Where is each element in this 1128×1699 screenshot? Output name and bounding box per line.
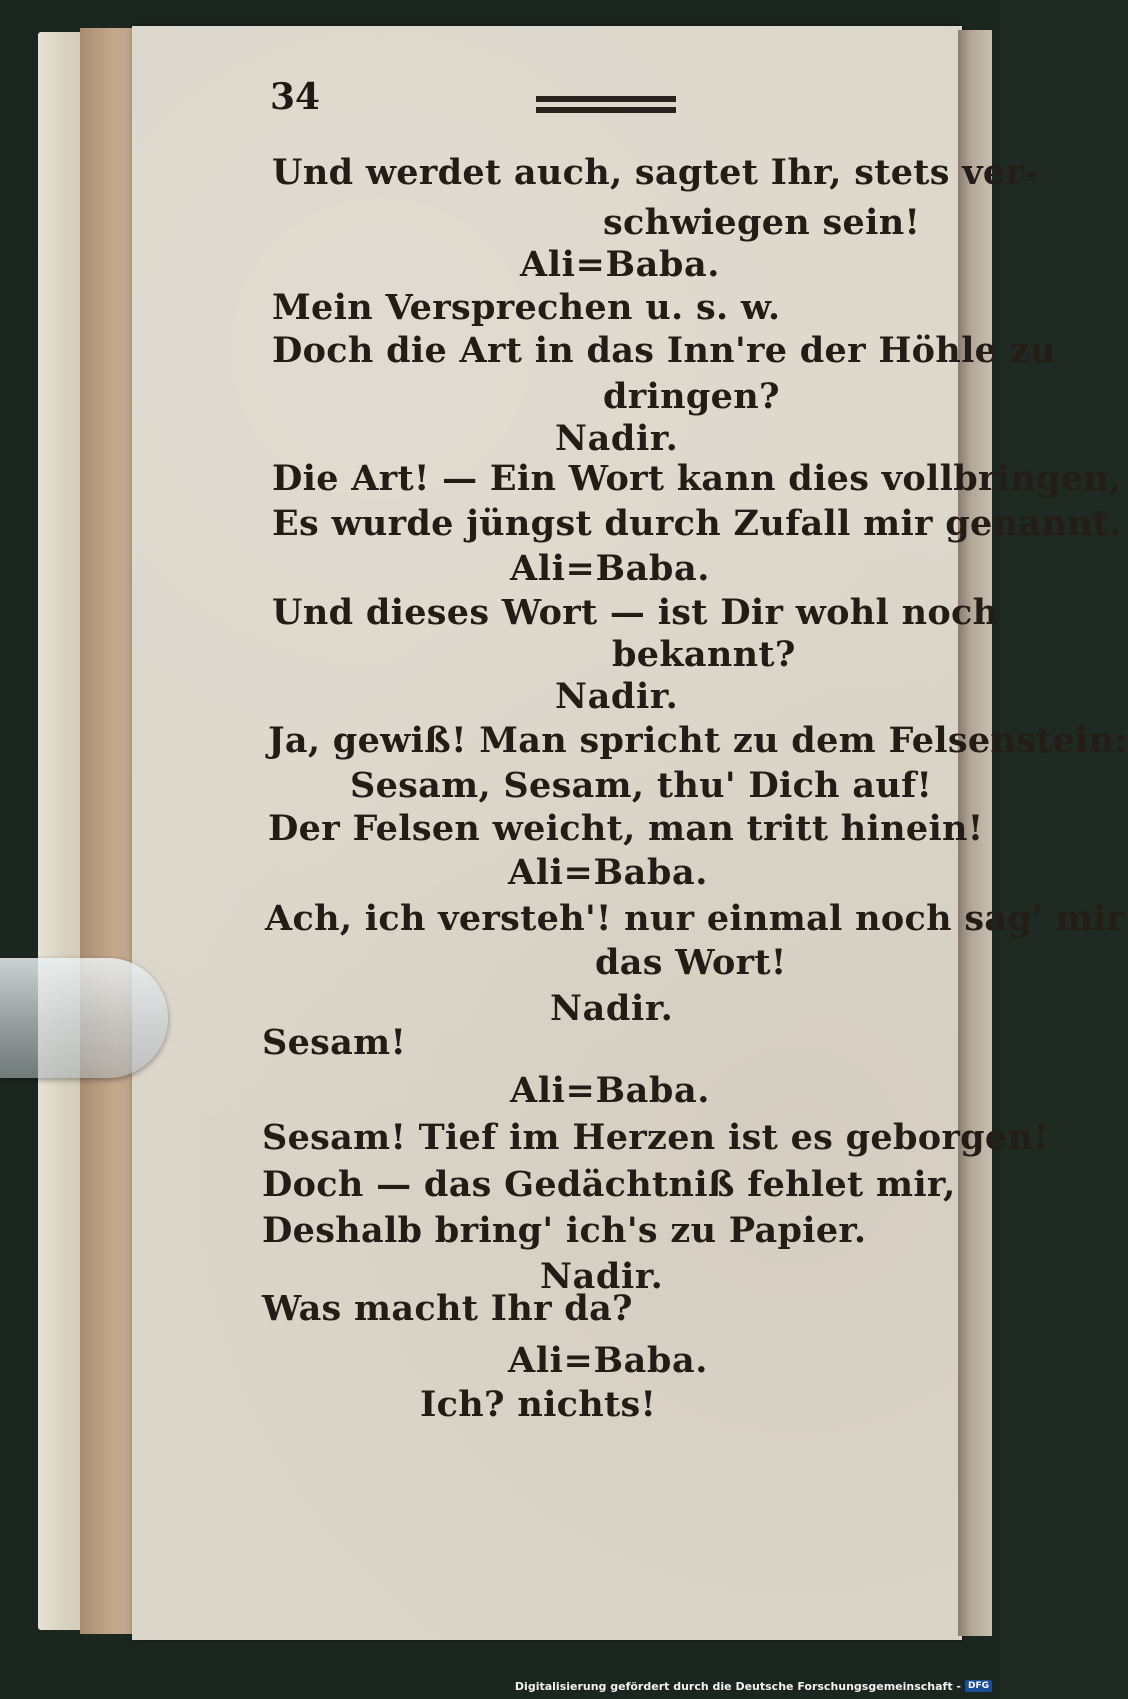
dfg-logo-icon: DFG [965,1680,992,1692]
text-line: das Wort! [595,942,787,983]
text-line: Was macht Ihr da? [262,1288,633,1329]
text-line: Deshalb bring' ich's zu Papier. [262,1210,867,1251]
text-line: Und dieses Wort — ist Dir wohl noch [272,592,999,633]
book-gutter [80,28,140,1634]
speaker-name: Nadir. [555,676,679,717]
speaker-name: Nadir. [540,1256,664,1297]
text-line: dringen? [603,376,780,417]
speaker-name: Ali=Baba. [510,1070,711,1111]
text-line: bekannt? [612,634,796,675]
text-line: Mein Versprechen u. s. w. [272,287,781,328]
text-line: Der Felsen weicht, man tritt hinein! [268,808,984,849]
text-line: schwiegen sein! [603,202,921,243]
text-line: Sesam! Tief im Herzen ist es geborgen! [262,1117,1049,1158]
speaker-name: Nadir. [555,418,679,459]
text-line: Ach, ich versteh'! nur einmal noch sag' mir [265,898,1126,939]
footer-credit [515,1677,992,1695]
text-line: Sesam! [262,1022,407,1063]
page-number: 34 [270,76,321,118]
text-line: Ich? nichts! [420,1384,657,1425]
text-line: Und werdet auch, sagtet Ihr, stets ver- [272,152,1040,193]
text-line: Ja, gewiß! Man spricht zu dem Felsenstein: [268,720,1128,761]
text-line: Doch die Art in das Inn're der Höhle zu [272,330,1056,371]
speaker-name: Nadir. [550,988,674,1029]
speaker-name: Ali=Baba. [520,244,721,285]
speaker-name: Ali=Baba. [510,548,711,589]
text-line: Sesam, Sesam, thu' Dich auf! [350,765,933,806]
page-clip [0,958,168,1078]
text-line: Die Art! — Ein Wort kann dies vollbringen, [272,458,1122,499]
text-line: Doch — das Gedächtniß fehlet mir, [262,1164,956,1205]
footer-text: Digitalisierung gefördert durch die Deutsche Forschungsgemeinschaft - [514,1679,961,1693]
text-line: Es wurde jüngst durch Zufall mir genannt. [272,503,1122,544]
speaker-name: Ali=Baba. [508,852,709,893]
header-rule [536,96,676,118]
speaker-name: Ali=Baba. [508,1340,709,1381]
